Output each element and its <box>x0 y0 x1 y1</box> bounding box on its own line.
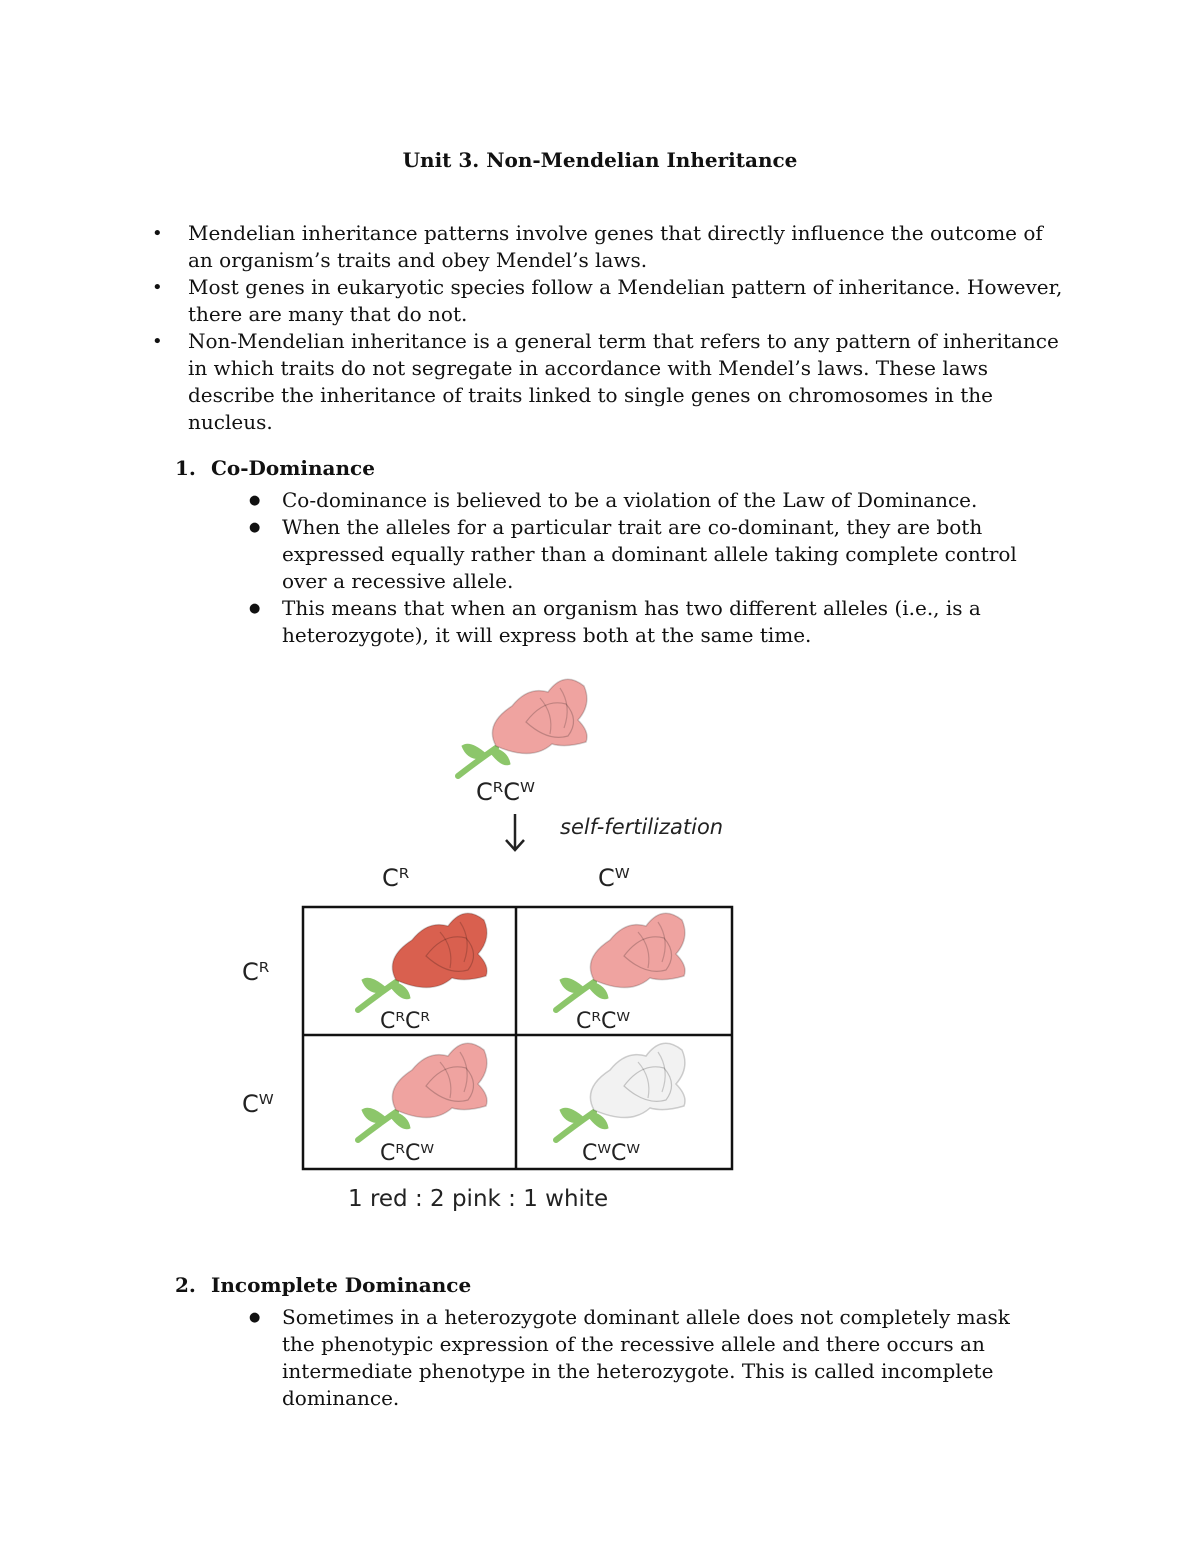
intro-bullet: • Most genes in eukaryotic species follow a Mendelian pattern of inheritance. However, there are many that do not. <box>150 274 1070 328</box>
row-header: Cᴿ <box>242 958 270 986</box>
cell-genotype: CᴿCᴿ <box>380 1009 430 1034</box>
parent-genotype: CᴿCᵂ <box>476 778 535 806</box>
page-title: Unit 3. Non-Mendelian Inheritance <box>402 148 798 172</box>
down-arrow-icon <box>506 814 524 850</box>
pink-flower-icon <box>358 1043 487 1140</box>
incomplete-dominance-bullet-list <box>245 1304 1035 1412</box>
cell-genotype: CᵂCᵂ <box>582 1141 641 1166</box>
co-dominance-bullet: ● Co-dominance is believed to be a violation of the Law of Dominance. <box>245 487 1035 514</box>
intro-bullet: • Mendelian inheritance patterns involve genes that directly influence the outcome of an organism’s traits and obey Mendel’s laws. <box>150 220 1070 274</box>
column-header: Cᵂ <box>598 864 630 892</box>
row-header: Cᵂ <box>242 1090 274 1118</box>
intro-bullet: • Non-Mendelian inheritance is a general term that refers to any pattern of inheritance in which traits do not segregate in accordance with Mendel’s laws. These laws describe the inheritance of traits linked to single genes on chromosomes in the nucleus. <box>150 328 1070 436</box>
pink-flower-icon <box>556 913 685 1010</box>
section-title: Co-Dominance <box>211 456 375 480</box>
cell-genotype: CᴿCᵂ <box>576 1009 631 1034</box>
ratio-label: 1 red : 2 pink : 1 white <box>348 1186 609 1212</box>
cell-genotype: CᴿCᵂ <box>380 1141 435 1166</box>
co-dominance-bullet: ● This means that when an organism has two different alleles (i.e., is a heterozygote), it will express both at the same time. <box>245 595 1035 649</box>
section-title: Incomplete Dominance <box>211 1273 472 1297</box>
column-header: Cᴿ <box>382 864 410 892</box>
co-dominance-bullet: ● When the alleles for a particular trait are co-dominant, they are both expressed equally rather than a dominant allele taking complete control over a recessive allele. <box>245 514 1035 595</box>
section-heading-incomplete-dominance <box>175 1273 471 1297</box>
arrow-label: self-fertilization <box>560 815 724 839</box>
section-number: 1. <box>175 456 196 480</box>
section-number: 2. <box>175 1273 196 1297</box>
incomplete-dominance-bullet: ● Sometimes in a heterozygote dominant allele does not completely mask the phenotypic expression of the recessive allele and there occurs an intermediate phenotype in the heterozygote. This is called incomplete dominance. <box>245 1304 1035 1412</box>
red-flower-icon <box>358 913 487 1010</box>
parent-flower-icon <box>458 679 587 776</box>
white-flower-icon <box>556 1043 685 1140</box>
